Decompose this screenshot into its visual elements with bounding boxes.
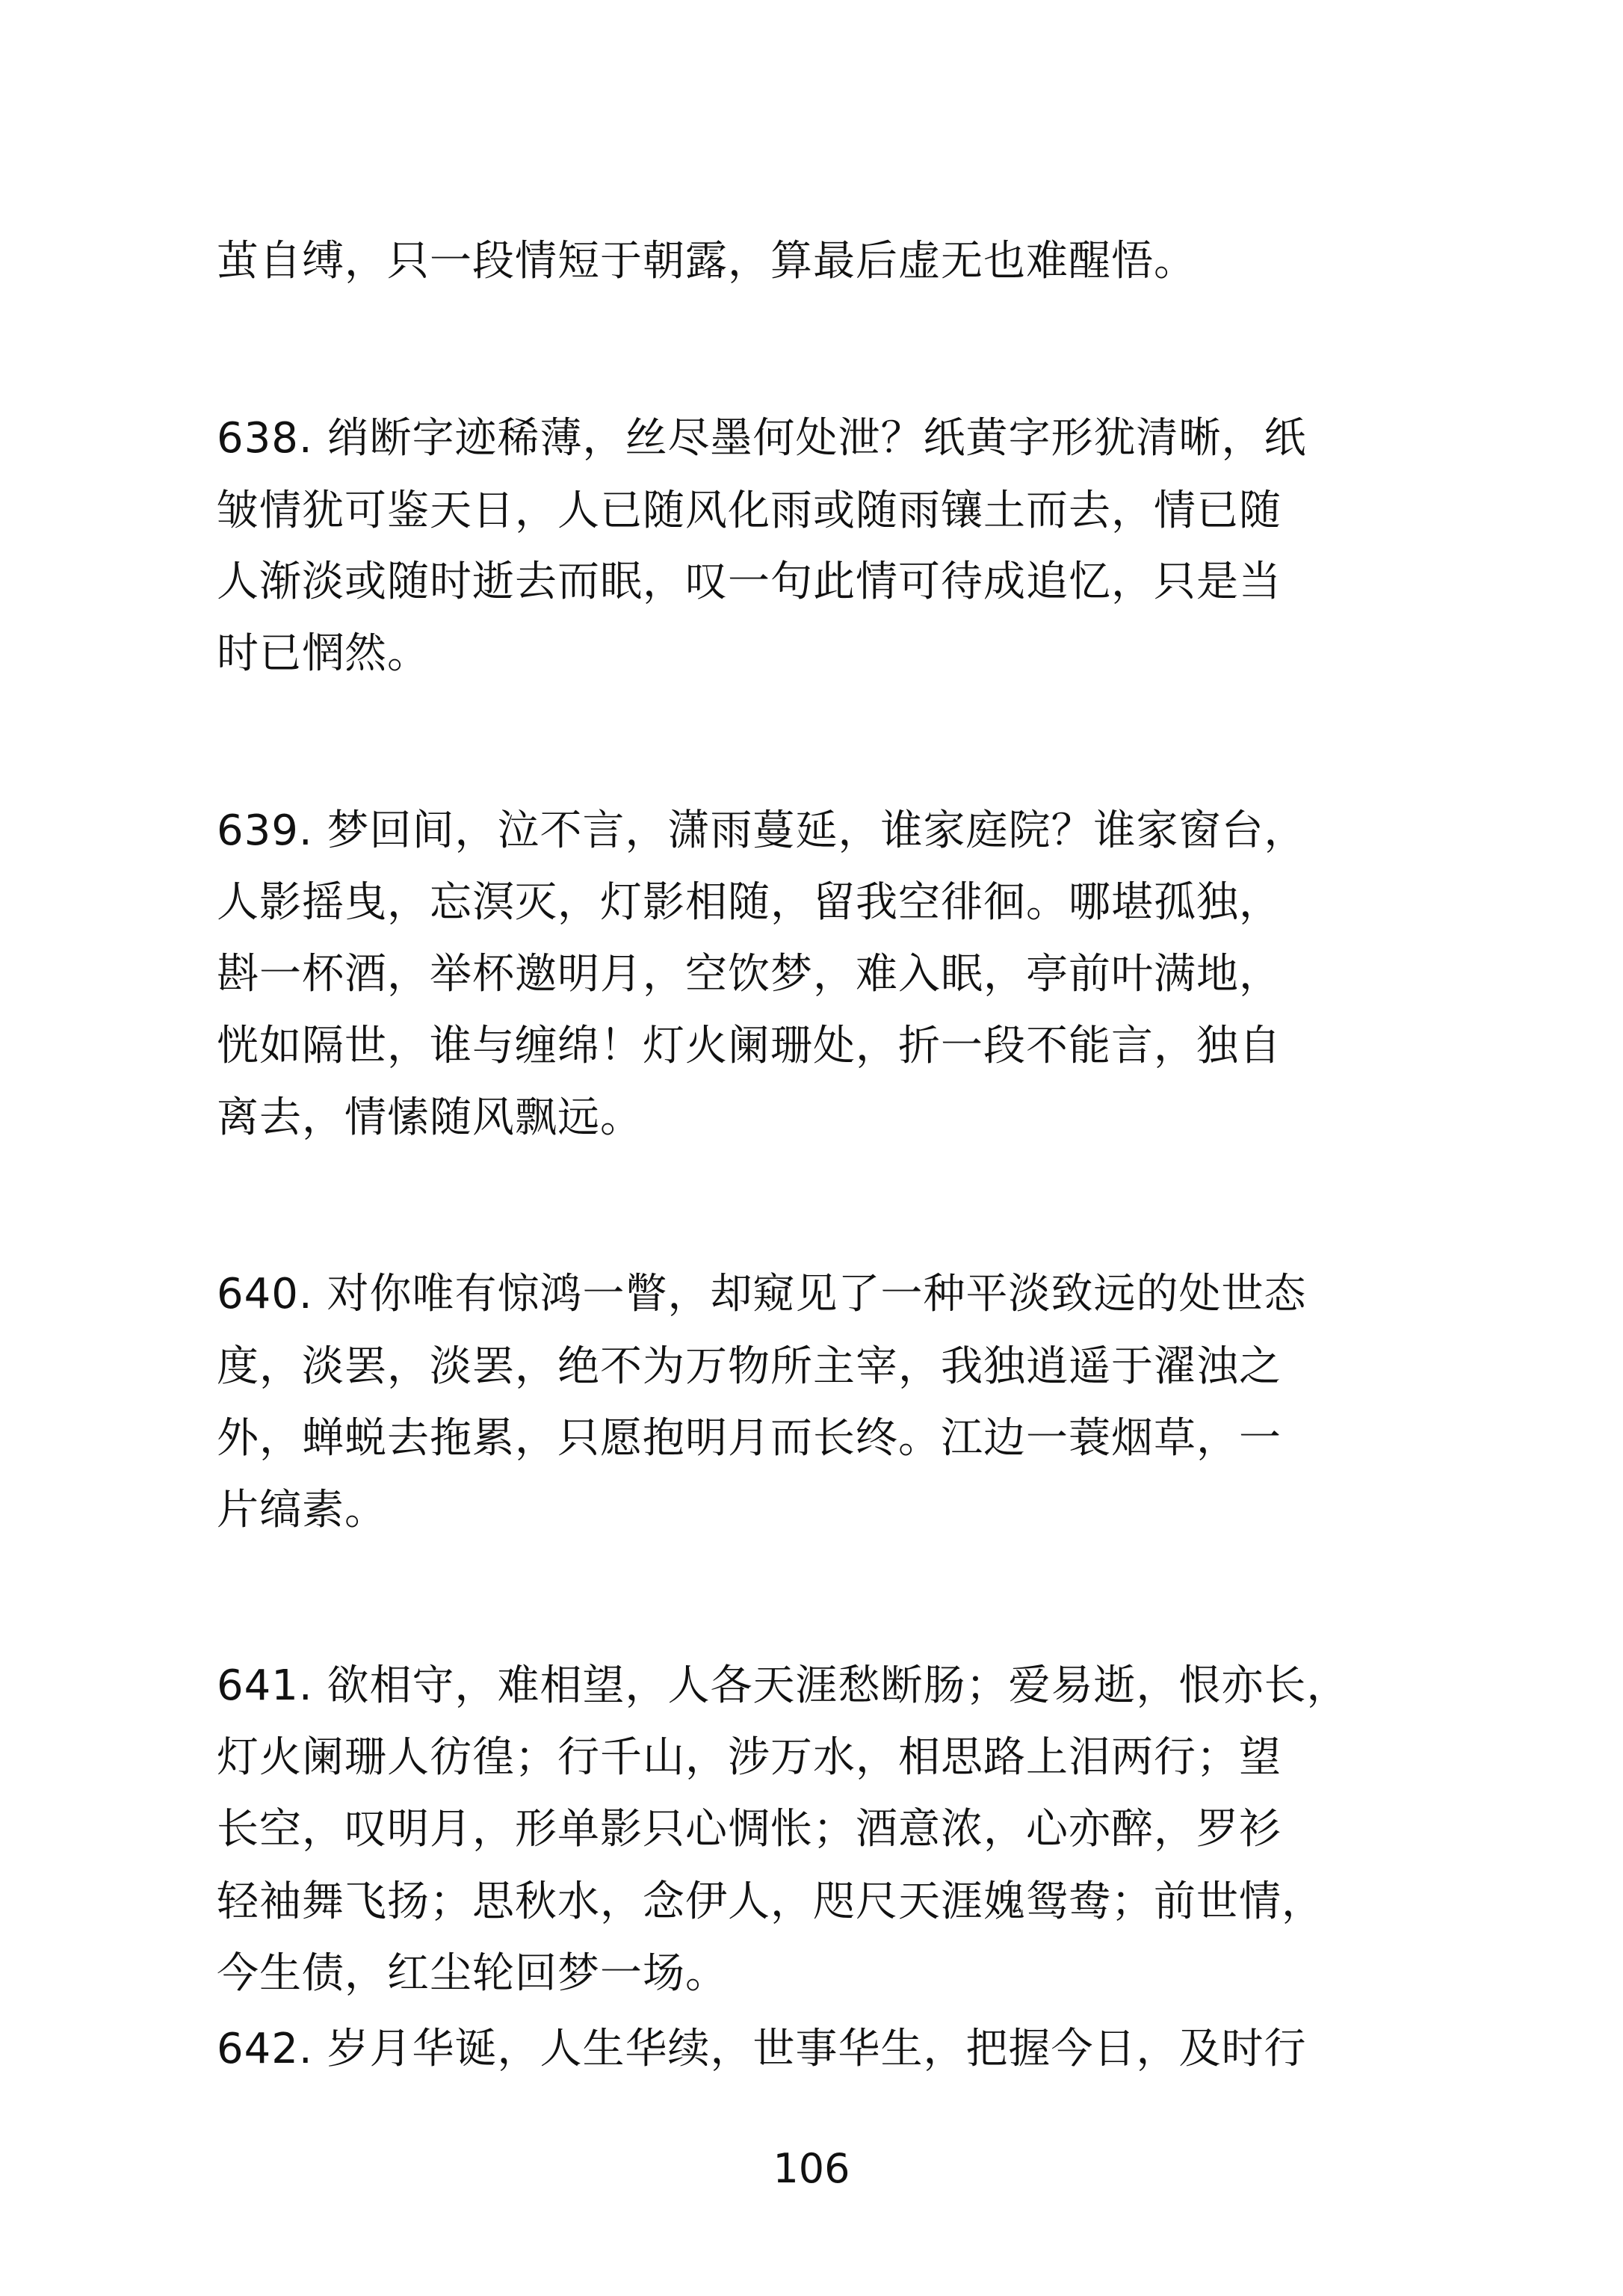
entry-639-line-2: 人影摇曳，忘溟灭，灯影相随，留我空徘徊。哪堪孤独， [217, 878, 1282, 927]
entry-639-line-5: 离去，情愫随风飘远。 [217, 1093, 643, 1142]
entry-638-line-4: 时已惘然。 [217, 629, 430, 678]
entry-640-line-3: 外，蝉蜕去拖累，只愿抱明月而长终。江边一蓑烟草，一 [217, 1414, 1282, 1463]
entry-640-line-4: 片缟素。 [217, 1486, 387, 1534]
entry-641-line-1: 641. 欲相守，难相望，人各天涯愁断肠；爱易逝，恨亦长， [217, 1661, 1350, 1710]
entry-637-line-1: 茧自缚，只一段情短于朝露，算最后虚无也难醒悟。 [217, 237, 1196, 286]
entry-641-line-4: 轻袖舞飞扬；思秋水，念伊人，咫尺天涯媿鸳鸯；前世情， [217, 1877, 1324, 1926]
entry-639-line-1: 639. 梦回间，泣不言，潇雨蔓延，谁家庭院？谁家窗台， [217, 806, 1307, 855]
entry-641-line-3: 长空，叹明月，形单影只心惆怅；酒意浓，心亦醉，罗衫 [217, 1805, 1282, 1854]
entry-642-line-1: 642. 岁月华诞，人生华续，世事华生，把握今日，及时行 [217, 2025, 1307, 2073]
entry-638-line-1: 638. 绡断字迹稀薄，丝尽墨何处泄？纸黄字形犹清晰，纸 [217, 414, 1307, 463]
entry-641-line-2: 灯火阑珊人彷徨；行千山，涉万水，相思路上泪两行；望 [217, 1733, 1282, 1782]
entry-638-line-2: 皱情犹可鉴天日，人已随风化雨或随雨镶土而去，情已随 [217, 487, 1282, 535]
entry-641-line-5: 今生债，红尘轮回梦一场。 [217, 1949, 728, 1998]
entry-640-line-1: 640. 对你唯有惊鸿一瞥，却窥见了一种平淡致远的处世态 [217, 1270, 1307, 1318]
entry-640-line-2: 度，淡罢，淡罢，绝不为万物所主宰，我独逍遥于濯浊之 [217, 1342, 1282, 1391]
page-number: 106 [773, 2145, 850, 2192]
entry-638-line-3: 人渐淡或随时逝去而眠，叹一句此情可待成追忆，只是当 [217, 558, 1282, 606]
entry-639-line-4: 恍如隔世，谁与缠绵！灯火阑珊处，折一段不能言，独自 [217, 1022, 1282, 1070]
entry-639-line-3: 斟一杯酒，举杯邀明月，空饮梦，难入眠，亭前叶满地， [217, 950, 1282, 999]
